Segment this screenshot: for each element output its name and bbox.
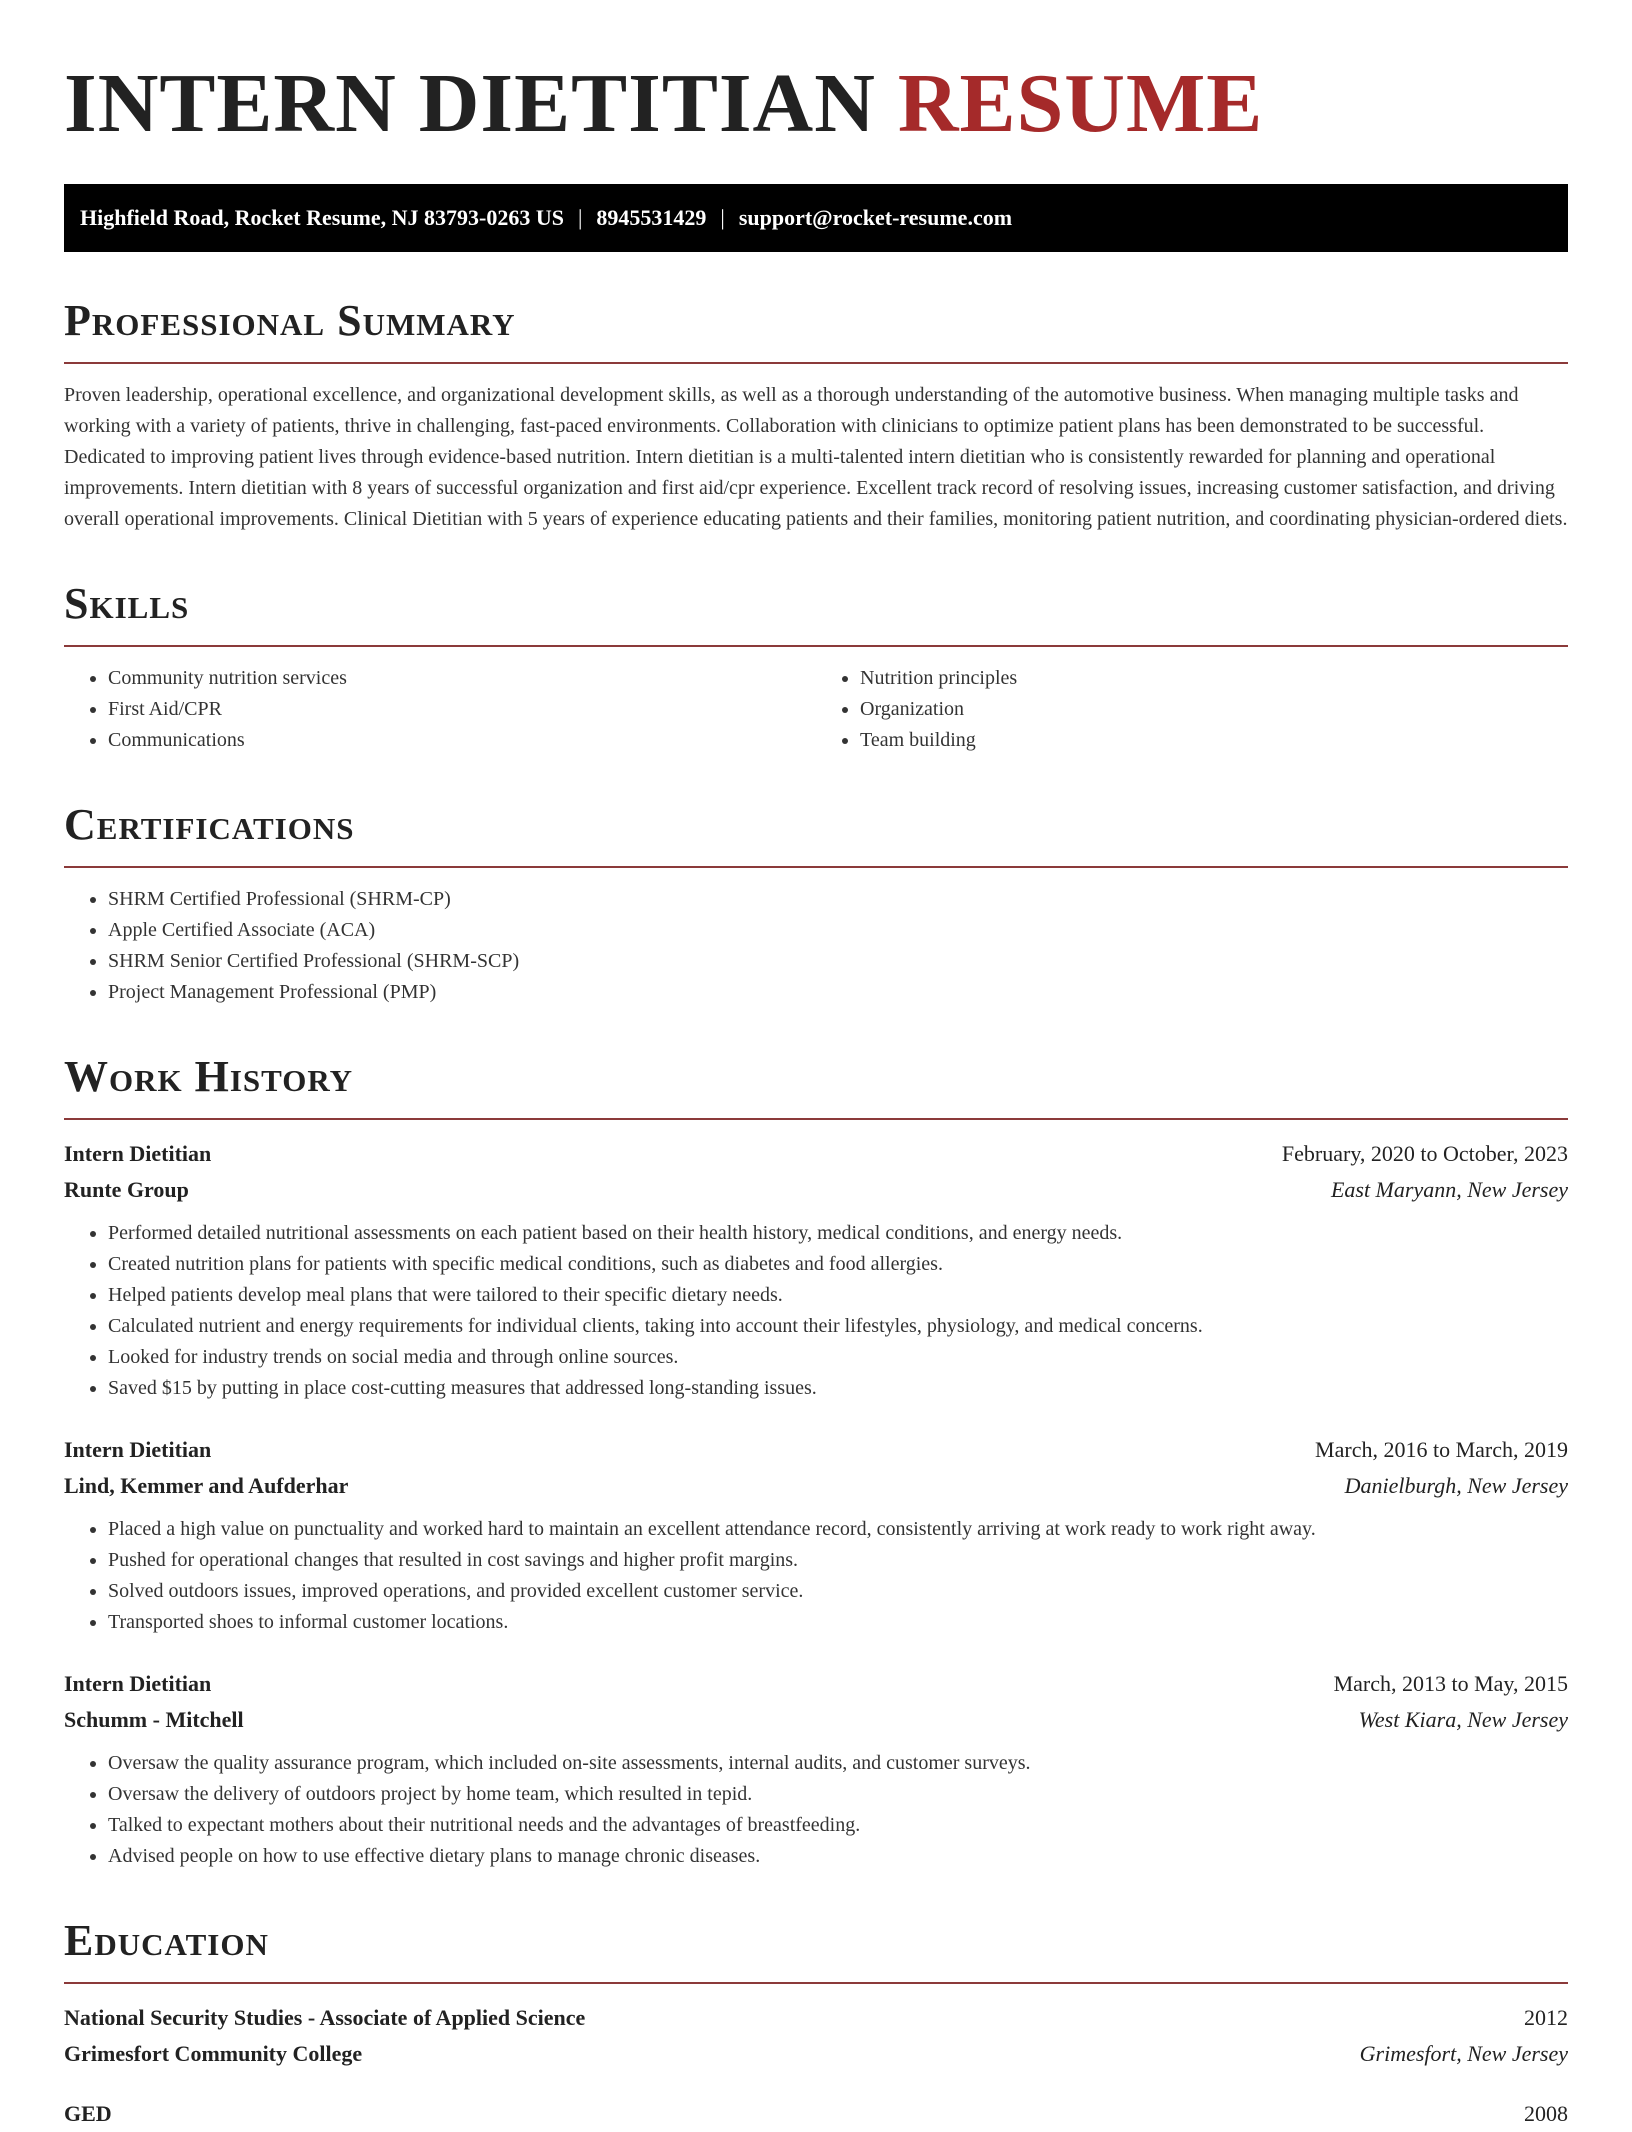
job-bullet: • Transported shoes to informal customer locations. <box>108 1607 1568 1638</box>
skill-item: • Communications <box>108 725 816 756</box>
job-dates: March, 2016 to March, 2019 <box>1315 1437 1568 1462</box>
education-year: 2008 <box>1524 2101 1568 2126</box>
job-bullets <box>64 1218 1568 1404</box>
job-bullet: • Advised people on how to use effective dietary plans to manage chronic diseases. <box>108 1841 1568 1872</box>
job-bullets <box>64 1514 1568 1638</box>
skill-item: • Team building <box>860 725 1568 756</box>
certifications-section <box>64 800 1568 1008</box>
job-entry <box>64 1136 1568 1404</box>
title-main: INTERN DIETITIAN <box>64 57 876 150</box>
certification-item: • SHRM Senior Certified Professional (SHRM-SCP) <box>108 946 1568 977</box>
job-bullet: • Oversaw the delivery of outdoors project by home team, which resulted in tepid. <box>108 1779 1568 1810</box>
section-divider <box>64 362 1568 364</box>
job-dates: March, 2013 to May, 2015 <box>1333 1671 1568 1696</box>
job-location: Danielburgh, New Jersey <box>1344 1473 1568 1498</box>
job-bullet: • Saved $15 by putting in place cost-cutting measures that addressed long-standing issues. <box>108 1373 1568 1404</box>
job-bullet: • Oversaw the quality assurance program, which included on-site assessments, internal audits, and customer surveys. <box>108 1748 1568 1779</box>
section-divider <box>64 1982 1568 1984</box>
job-title: Intern Dietitian <box>64 1437 212 1462</box>
summary-section <box>64 296 1568 535</box>
job-bullet: • Talked to expectant mothers about their nutritional needs and the advantages of breastfeeding. <box>108 1810 1568 1841</box>
job-location: East Maryann, New Jersey <box>1330 1177 1568 1202</box>
contact-separator: | <box>720 205 725 230</box>
education-entry <box>64 2000 1568 2072</box>
skills-list-right <box>816 663 1568 756</box>
education-year: 2012 <box>1524 2005 1568 2030</box>
job-bullet: • Performed detailed nutritional assessments on each patient based on their health history, medical conditions, and energy needs. <box>108 1218 1568 1249</box>
education-location: Grimesfort, New Jersey <box>1359 2041 1568 2066</box>
contact-bar <box>64 184 1568 252</box>
certification-item: • SHRM Certified Professional (SHRM-CP) <box>108 884 1568 915</box>
education-entry <box>64 2096 1568 2132</box>
job-bullets <box>64 1748 1568 1872</box>
certifications-list <box>64 884 1568 1008</box>
skill-item: • Community nutrition services <box>108 663 816 694</box>
job-company: Runte Group <box>64 1177 189 1202</box>
skills-list-left <box>64 663 816 756</box>
education-degree: GED <box>64 2101 112 2126</box>
skill-item: • First Aid/CPR <box>108 694 816 725</box>
contact-separator: | <box>578 205 583 230</box>
job-bullet: • Calculated nutrient and energy requirements for individual clients, taking into account their lifestyles, physiology, and medical concerns. <box>108 1311 1568 1342</box>
job-company: Lind, Kemmer and Aufderhar <box>64 1473 349 1498</box>
education-school: Grimesfort Community College <box>64 2041 363 2066</box>
education-degree: National Security Studies - Associate of Applied Science <box>64 2005 586 2030</box>
work-heading: Work History <box>64 1052 354 1101</box>
certification-item: • Apple Certified Associate (ACA) <box>108 915 1568 946</box>
job-entry <box>64 1666 1568 1872</box>
job-company: Schumm - Mitchell <box>64 1707 244 1732</box>
job-dates: February, 2020 to October, 2023 <box>1281 1141 1568 1166</box>
contact-phone[interactable]: 8945531429 <box>596 205 707 230</box>
work-section <box>64 1052 1568 1872</box>
education-section <box>64 1916 1568 2132</box>
contact-email[interactable]: support@rocket-resume.com <box>738 205 1013 230</box>
title-accent: RESUME <box>897 57 1264 150</box>
section-divider <box>64 1118 1568 1120</box>
skill-item: • Organization <box>860 694 1568 725</box>
job-bullet: • Solved outdoors issues, improved operations, and provided excellent customer service. <box>108 1576 1568 1607</box>
job-title: Intern Dietitian <box>64 1671 212 1696</box>
resume-title <box>64 0 1568 152</box>
job-bullet: • Helped patients develop meal plans that were tailored to their specific dietary needs. <box>108 1280 1568 1311</box>
certification-item: • Project Management Professional (PMP) <box>108 977 1568 1008</box>
job-bullet: • Created nutrition plans for patients with specific medical conditions, such as diabetes and food allergies. <box>108 1249 1568 1280</box>
job-location: West Kiara, New Jersey <box>1358 1707 1568 1732</box>
summary-text: Proven leadership, operational excellence, and organizational development skills, as well as a thorough understanding of the automotive business. When managing multiple tasks and working with a variety of patients, thrive in challenging, fast-paced environments. Collaboration with clinicians to optimize patient plans has been demonstrated to be successful. Dedicated to improving patient lives through evidence-based nutrition. Intern dietitian is a multi-talented intern dietitian who is consistently rewarded for planning and operational improvements. Intern dietitian with 8 years of successful organization and first aid/cpr experience. Excellent track record of resolving issues, increasing customer satisfaction, and driving overall operational improvements. Clinical Dietitian with 5 years of experience educating patients and their families, monitoring patient nutrition, and coordinating physician-ordered diets. <box>64 384 1568 530</box>
job-bullet: • Pushed for operational changes that resulted in cost savings and higher profit margins. <box>108 1545 1568 1576</box>
education-heading: Education <box>64 1916 269 1965</box>
section-divider <box>64 866 1568 868</box>
contact-address: Highfield Road, Rocket Resume, NJ 83793-0263 US <box>80 205 564 230</box>
job-bullet: • Looked for industry trends on social media and through online sources. <box>108 1342 1568 1373</box>
section-divider <box>64 645 1568 647</box>
skill-item: • Nutrition principles <box>860 663 1568 694</box>
skills-section <box>64 579 1568 756</box>
job-title: Intern Dietitian <box>64 1141 212 1166</box>
summary-heading: Professional Summary <box>64 296 516 345</box>
job-bullet: • Placed a high value on punctuality and worked hard to maintain an excellent attendance record, consistently arriving at work ready to work right away. <box>108 1514 1568 1545</box>
skills-heading: Skills <box>64 579 190 628</box>
certifications-heading: Certifications <box>64 800 355 849</box>
skills-grid <box>64 663 1568 756</box>
job-entry <box>64 1432 1568 1638</box>
